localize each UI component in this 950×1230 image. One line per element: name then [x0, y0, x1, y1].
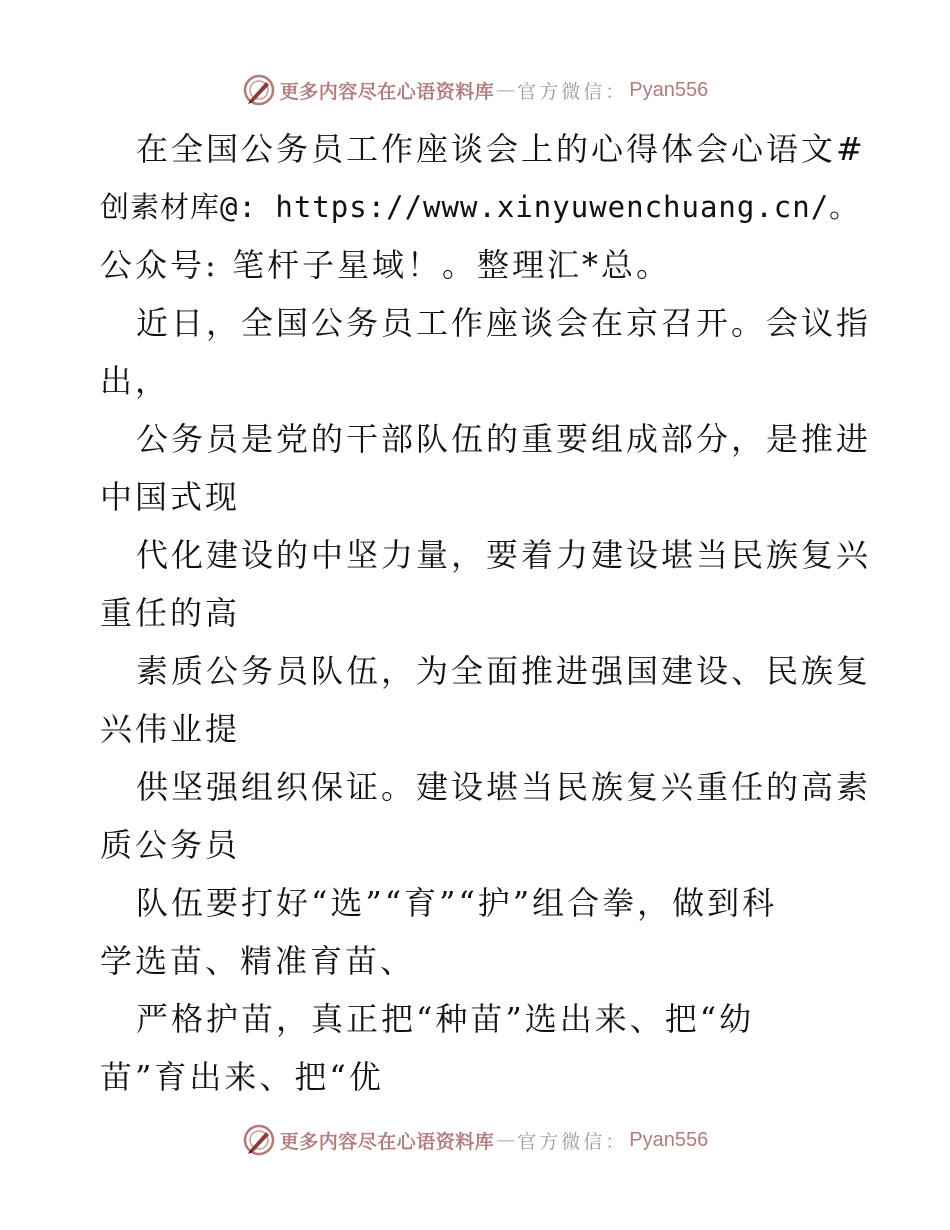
banner-separator: —: [496, 79, 516, 101]
doc-line: 公务员是党的干部队伍的重要组成部分，是推进: [136, 420, 872, 458]
banner-official-label: 官方微信：: [517, 80, 628, 103]
doc-line: 兴伟业提: [100, 710, 241, 748]
doc-line: 代化建设的中坚力量，要着力建设堪当民族复兴: [136, 536, 872, 574]
doc-line-account: 公众号: 笔杆子星域！。整理汇*总。: [100, 246, 671, 284]
doc-line: 学选苗、精准育苗、: [100, 942, 416, 980]
document-body: [100, 120, 872, 1106]
banner-wechat-id: Pyan556: [629, 78, 709, 101]
pen-circle-logo-icon: [242, 73, 276, 107]
banner-official-label: 官方微信：: [517, 1130, 628, 1153]
doc-line: 近日，全国公务员工作座谈会在京召开。会议指: [136, 304, 872, 342]
footer-banner: [0, 1120, 950, 1160]
doc-line: 苗”育出来、把“优: [100, 1058, 384, 1096]
doc-line: 质公务员: [100, 826, 241, 864]
pen-circle-logo-icon: [242, 1123, 276, 1157]
banner-separator: —: [496, 1129, 516, 1151]
banner-wechat-id: Pyan556: [629, 1128, 709, 1151]
doc-line-title: 在全国公务员工作座谈会上的心得体会心语文#: [136, 130, 866, 168]
doc-line: 供坚强组织保证。建设堪当民族复兴重任的高素: [136, 768, 872, 806]
banner-text: 更多内容尽在心语资料库: [279, 1130, 495, 1153]
doc-line: 中国式现: [100, 478, 241, 516]
doc-line: 队伍要打好“选”“育”“护”组合拳，做到科: [136, 884, 778, 922]
doc-line: 严格护苗，真正把“种苗”选出来、把“幼: [136, 1000, 755, 1038]
header-banner: [0, 70, 950, 110]
doc-line: 素质公务员队伍，为全面推进强国建设、民族复: [136, 652, 872, 690]
doc-line: 出，: [100, 362, 171, 400]
doc-line-source: 创素材库@: https://www.xinyuwenchuang.cn/。: [100, 190, 860, 224]
doc-line: 重任的高: [100, 594, 241, 632]
banner-text: 更多内容尽在心语资料库: [279, 80, 495, 103]
